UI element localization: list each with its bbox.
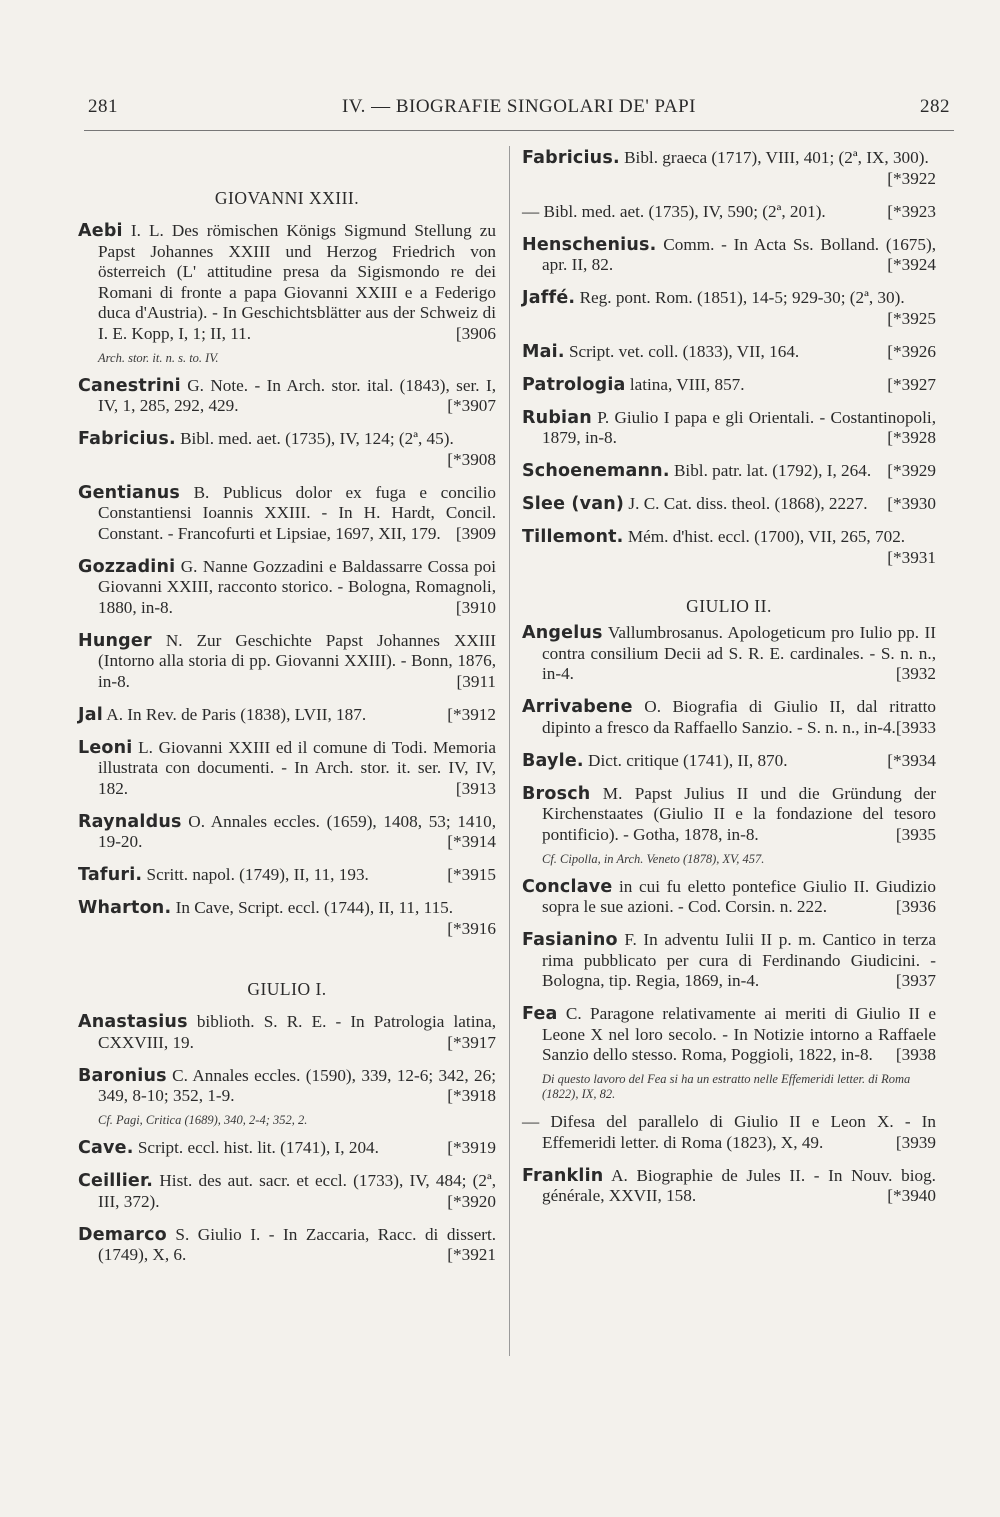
entry-author: Wharton.: [78, 898, 172, 918]
bibliography-entry: [78, 898, 496, 939]
entry-author: Tafuri.: [78, 865, 143, 885]
entry-author: Canestrini: [78, 375, 181, 396]
entry-text: — Bibl. med. aet. (1735), IV, 590; (2ª, 201).: [522, 201, 826, 221]
entry-note: Di questo lavoro del Fea si ha un estratto nelle Effemeridi letter. di Roma (1822), IX, 82.: [542, 1072, 911, 1101]
entry-text: A. Biographie de Jules II. - In Nouv. biog. générale, XXVII, 158.: [542, 1165, 936, 1205]
entry-author: Jal: [78, 704, 103, 725]
entry-text: G. Note. - In Arch. stor. ital. (1843), ser. I, IV, 1, 285, 292, 429.: [98, 375, 496, 415]
bibliography-entry: [522, 375, 936, 396]
entry-number: [*3931: [887, 547, 936, 567]
bibliography-entry: [522, 494, 936, 515]
entry-author: Fabricius.: [522, 148, 620, 168]
entry-number: [*3914: [447, 832, 496, 851]
entry-text: C. Annales eccles. (1590), 339, 12-6; 342, 26; 349, 8-10; 352, 1-9.: [98, 1065, 496, 1105]
page-number-right: 282: [920, 96, 950, 117]
entry-text: Comm. - In Acta Ss. Bolland. (1675), apr. II, 82.: [542, 234, 937, 274]
bibliography-entry: [522, 288, 936, 329]
entry-number: [3910: [455, 597, 496, 617]
entry-number: [3938: [895, 1045, 936, 1064]
entry-number: [3937: [895, 971, 936, 990]
entry-number: [*3921: [447, 1245, 496, 1264]
entry-author: Brosch: [522, 783, 591, 804]
entry-author: Patrologia: [522, 374, 626, 395]
bibliography-entry: [78, 738, 496, 800]
entry-list-giovanni-xxiii: [78, 221, 496, 939]
bibliography-entry: [78, 1066, 496, 1107]
entry-number: [*3930: [887, 494, 936, 513]
entry-author: Aebi: [78, 221, 123, 241]
entry-author: Gentianus: [78, 482, 180, 503]
entry-number: [*3934: [887, 750, 936, 770]
bibliography-entry: [78, 1171, 496, 1212]
entry-number: [3913: [455, 778, 496, 798]
bibliography-entry: [78, 865, 496, 886]
entry-author: Raynaldus: [78, 811, 182, 832]
bibliography-entry: [78, 1225, 496, 1266]
entry-number: [*3919: [447, 1138, 496, 1157]
entry-author: Conclave: [522, 876, 613, 897]
entry-author: Baronius: [78, 1065, 167, 1086]
entry-text: Bibl. med. aet. (1735), IV, 124; (2ª, 45).: [180, 429, 454, 448]
entry-number: [*3920: [447, 1191, 496, 1211]
entry-number: [*3918: [447, 1086, 496, 1105]
entry-text: — Difesa del parallelo di Giulio II e Leon X. - In Effemeridi letter. di Roma (1823), X, 49.: [522, 1112, 936, 1152]
entry-author: Gozzadini: [78, 556, 176, 577]
entry-text: S. Giulio I. - In Zaccaria, Racc. di dissert. (1749), X, 6.: [98, 1224, 497, 1264]
entry-number: [*3907: [447, 396, 496, 415]
bibliography-entry: [78, 705, 496, 726]
entry-author: Franklin: [522, 1165, 604, 1186]
entry-text: I. L. Des römischen Königs Sigmund Stellung zu Papst Johannes XXIII und Herzog Friedrich von österreich (L' attitudine presa da Sigismondo re dei Romani di fronte a papa Giovanni XXIII e a Federigo duca d'Austria). - In Geschichtsblätter aus der Schweiz di I. E. Kopp, I, 1; II, 11.: [98, 221, 496, 343]
bibliography-entry: [522, 784, 936, 846]
column-divider: [509, 146, 510, 1356]
entry-number: [*3924: [887, 255, 936, 274]
left-column: [78, 148, 496, 1278]
entry-number: [*3940: [887, 1186, 936, 1205]
bibliography-entry: [522, 1004, 936, 1066]
entry-author: Hunger: [78, 630, 152, 651]
entry-number: [3909: [455, 523, 496, 543]
entry-text: biblioth. S. R. E. - In Patrologia latina, CXXVIII, 19.: [98, 1012, 496, 1052]
entry-list-giulio-i-right: [522, 148, 936, 568]
entry-author: Bayle.: [522, 750, 584, 771]
entry-text: A. In Rev. de Paris (1838), LVII, 187.: [106, 704, 367, 724]
section-title-giulio-ii: GIULIO II.: [686, 596, 772, 616]
entry-author: Fasianino: [522, 930, 618, 950]
bibliography-entry: [522, 697, 936, 738]
bibliography-entry: [78, 631, 496, 693]
entry-text: N. Zur Geschichte Papst Johannes XXIII (Intorno alla storia di pp. Giovanni XXIII). - Bonn, 1876, in-8.: [98, 630, 496, 691]
entry-text: Bibl. patr. lat. (1792), I, 264.: [673, 461, 872, 480]
entry-text: Mém. d'hist. eccl. (1700), VII, 265, 702.: [627, 527, 906, 546]
bibliography-entry: [78, 429, 496, 470]
entry-number: [3936: [895, 897, 936, 916]
entry-text: latina, VIII, 857.: [629, 374, 745, 394]
entry-text: J. C. Cat. diss. theol. (1868), 2227.: [628, 494, 868, 513]
bibliography-entry: [522, 623, 936, 685]
bibliography-entry: [522, 202, 936, 223]
entry-note: Cf. Cipolla, in Arch. Veneto (1878), XV, 457.: [542, 851, 765, 866]
entry-number: [*3928: [887, 428, 936, 447]
entry-number: [3933: [895, 717, 936, 737]
entry-number: [*3925: [887, 308, 936, 328]
entry-text: in cui fu eletto pontefice Giulio II. Giudizio sopra le sue azioni. - Cod. Corsin. n. 222.: [542, 876, 936, 916]
entry-author: Leoni: [78, 737, 133, 758]
bibliography-entry: [78, 557, 496, 619]
entry-number: [3935: [895, 824, 936, 844]
bibliography-entry: [522, 342, 936, 363]
entry-author: Henschenius.: [522, 234, 657, 255]
entry-text: P. Giulio I papa e gli Orientali. - Costantinopoli, 1879, in-8.: [542, 407, 936, 447]
entry-author: Schoenemann.: [522, 461, 670, 481]
entry-number: [*3912: [447, 704, 496, 724]
entry-note: Arch. stor. it. n. s. to. IV.: [98, 350, 219, 365]
entry-list-giulio-ii: [522, 623, 936, 1207]
entry-text: Vallumbrosanus. Apologeticum pro Iulio pp. II contra consilium Decii ad S. R. E. cardinales. - S. n. n., in-4.: [542, 623, 936, 683]
entry-author: Slee (van): [522, 494, 625, 514]
entry-number: [*3922: [887, 168, 936, 188]
entry-author: Fea: [522, 1004, 558, 1024]
entry-number: [3911: [456, 671, 496, 691]
entry-author: Cave.: [78, 1138, 134, 1158]
section-title-giovanni-xxiii: GIOVANNI XXIII.: [214, 188, 360, 208]
bibliography-entry: [78, 812, 496, 853]
bibliography-entry: [78, 1012, 496, 1053]
entry-text: Reg. pont. Rom. (1851), 14-5; 929-30; (2ª, 30).: [579, 288, 905, 307]
entry-number: [*3915: [447, 865, 496, 884]
entry-number: [*3916: [447, 918, 496, 938]
bibliography-entry: [522, 1166, 936, 1207]
entry-text: L. Giovanni XXIII ed il comune di Todi. Memoria illustrata con documenti. - In Arch. stor. it. ser. IV, IV, 182.: [98, 737, 497, 798]
bibliography-entry: [522, 408, 936, 449]
entry-text: In Cave, Script. eccl. (1744), II, 11, 115.: [175, 898, 454, 917]
bibliography-entry: [522, 1112, 936, 1153]
bibliography-entry: [522, 235, 936, 276]
entry-text: Script. eccl. hist. lit. (1741), I, 204.: [137, 1138, 379, 1157]
bibliography-entry: [522, 930, 936, 992]
entry-author: Arrivabene: [522, 697, 633, 717]
entry-text: C. Paragone relativamente ai meriti di Giulio II e Leone X nel loro secolo. - In Notizie intorno a Raffaele Sanzio dello stesso. Roma, Poggioli, 1822, in-8.: [542, 1004, 937, 1064]
running-head: [88, 96, 950, 126]
bibliography-entry: [522, 148, 936, 189]
entry-text: Hist. des aut. sacr. et eccl. (1733), IV, 484; (2ª, III, 372).: [98, 1171, 497, 1211]
entry-text: O. Biografia di Giulio II, dal ritratto dipinto a fresco da Raffaello Sanzio. - S. n. n., in-4.: [542, 697, 936, 737]
entry-list-giulio-i-left: [78, 1012, 496, 1266]
entry-text: B. Publicus dolor ex fuga e concilio Constantiensi Ioannis XXIII. - In H. Hardt, Concil. Constant. - Francofurti et Lipsiae, 1697, XII, 179.: [98, 482, 496, 543]
entry-number: [*3908: [447, 449, 496, 469]
entry-author: Rubian: [522, 407, 592, 428]
entry-number: [*3923: [887, 201, 936, 221]
entry-text: F. In adventu Iulii II p. m. Cantico in terza rima pubblicato per cura di Ferdinando Giudicini. - Bologna, tip. Regia, 1869, in-4.: [542, 930, 936, 990]
entry-author: Demarco: [78, 1224, 167, 1245]
entry-number: [*3929: [887, 461, 936, 480]
bibliography-entry: [78, 1138, 496, 1159]
entry-text: Dict. critique (1741), II, 870.: [588, 750, 788, 770]
entry-number: [3932: [895, 664, 936, 683]
bibliography-entry: [522, 877, 936, 918]
entry-text: O. Annales eccles. (1659), 1408, 53; 1410, 19-20.: [98, 811, 496, 851]
section-title-giulio-i: GIULIO I.: [247, 979, 327, 999]
entry-author: Ceillier.: [78, 1171, 154, 1191]
entry-number: [*3926: [887, 341, 936, 361]
entry-text: Bibl. graeca (1717), VIII, 401; (2ª, IX, 300).: [624, 148, 929, 167]
bibliography-entry: [522, 527, 936, 568]
entry-author: Jaffé.: [522, 288, 576, 308]
entry-number: [*3917: [447, 1032, 496, 1052]
bibliography-entry: [522, 751, 936, 772]
entry-number: [*3927: [887, 374, 936, 394]
entry-author: Anastasius: [78, 1012, 188, 1032]
entry-author: Tillemont.: [522, 527, 624, 547]
entry-author: Angelus: [522, 623, 603, 643]
entry-note: Cf. Pagi, Critica (1689), 340, 2-4; 352, 2.: [98, 1113, 308, 1127]
entry-text: M. Papst Julius II und die Gründung der Kirchenstaates (Giulio II e la fondazione del tesoro pontificio). - Gotha, 1878, in-8.: [542, 783, 936, 844]
entry-text: Scritt. napol. (1749), II, 11, 193.: [146, 865, 369, 884]
entry-text: G. Nanne Gozzadini e Baldassarre Cossa poi Giovanni XXIII, racconto storico. - Bologna, Romagnoli, 1880, in-8.: [98, 556, 496, 617]
bibliography-entry: [78, 483, 496, 545]
bibliography-entry: [78, 221, 496, 344]
entry-number: [3906: [455, 323, 496, 343]
entry-number: [3939: [895, 1132, 936, 1152]
header-rule: [84, 130, 954, 131]
running-title: IV. — BIOGRAFIE SINGOLARI DE' PAPI: [341, 96, 696, 117]
bibliography-entry: [78, 376, 496, 417]
right-column: [522, 148, 936, 1219]
entry-text: Script. vet. coll. (1833), VII, 164.: [568, 341, 800, 361]
entry-author: Fabricius.: [78, 429, 176, 449]
entry-author: Mai.: [522, 341, 565, 362]
bibliography-entry: [522, 461, 936, 482]
page-number-left: 281: [88, 96, 118, 117]
